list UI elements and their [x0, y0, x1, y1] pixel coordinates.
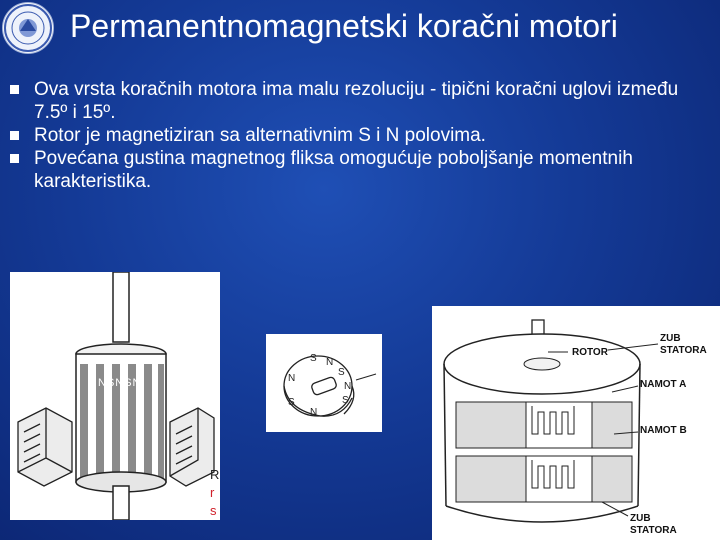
- pole-label: N: [344, 381, 352, 392]
- rotor-disk-drawing: [266, 334, 382, 432]
- bullet-text: Rotor je magnetiziran sa alternativnim S i N polovima.: [34, 125, 486, 146]
- label-namot-a: NAMOT A: [640, 379, 687, 390]
- rotor-pole-labels: NSNSN: [98, 377, 142, 389]
- bullet-item: [10, 147, 700, 193]
- rotor-pole-diagram: [266, 334, 382, 432]
- bullet-text: Ova vrsta koračnih motora ima malu rezoluciju - tipični koračni uglovi između 7.5º i 15º.: [34, 79, 679, 123]
- caption-fragment: R: [210, 467, 220, 482]
- bullet-item: [10, 78, 700, 124]
- label-zub-statora-top: STATORA: [660, 345, 707, 356]
- pole-label: N: [288, 373, 296, 384]
- slide-title: Permanentnomagnetski koračni motori: [70, 8, 618, 44]
- pole-label: S: [342, 395, 349, 406]
- bullet-item: [10, 124, 700, 147]
- stator-cutaway-diagram: [432, 306, 720, 540]
- pm-stepper-motor-diagram: [10, 272, 220, 520]
- university-logo: [2, 2, 54, 54]
- label-zub-statora-bottom: ZUB: [630, 513, 651, 524]
- label-rotor: ROTOR: [572, 347, 608, 358]
- label-namot-b: NAMOT B: [640, 425, 687, 436]
- pole-label: N: [326, 357, 334, 368]
- caption-fragment: s: [210, 503, 217, 518]
- bullet-text: Povećana gustina magnetnog fliksa omogućuje poboljšanje momentnih karakteristika.: [34, 148, 633, 192]
- square-bullet-icon: [10, 85, 19, 94]
- bullet-list: [10, 78, 700, 193]
- motor-drawing: [10, 272, 220, 520]
- logo-seal-icon: [3, 3, 53, 53]
- square-bullet-icon: [10, 154, 19, 163]
- pole-label: S: [310, 353, 317, 364]
- square-bullet-icon: [10, 131, 19, 140]
- pole-label: S: [288, 397, 295, 408]
- caption-fragment: r: [210, 485, 215, 500]
- label-zub-statora-bottom: STATORA: [630, 525, 677, 536]
- pole-label: S: [338, 367, 345, 378]
- pole-label: N: [310, 407, 318, 418]
- label-zub-statora-top: ZUB: [660, 333, 681, 344]
